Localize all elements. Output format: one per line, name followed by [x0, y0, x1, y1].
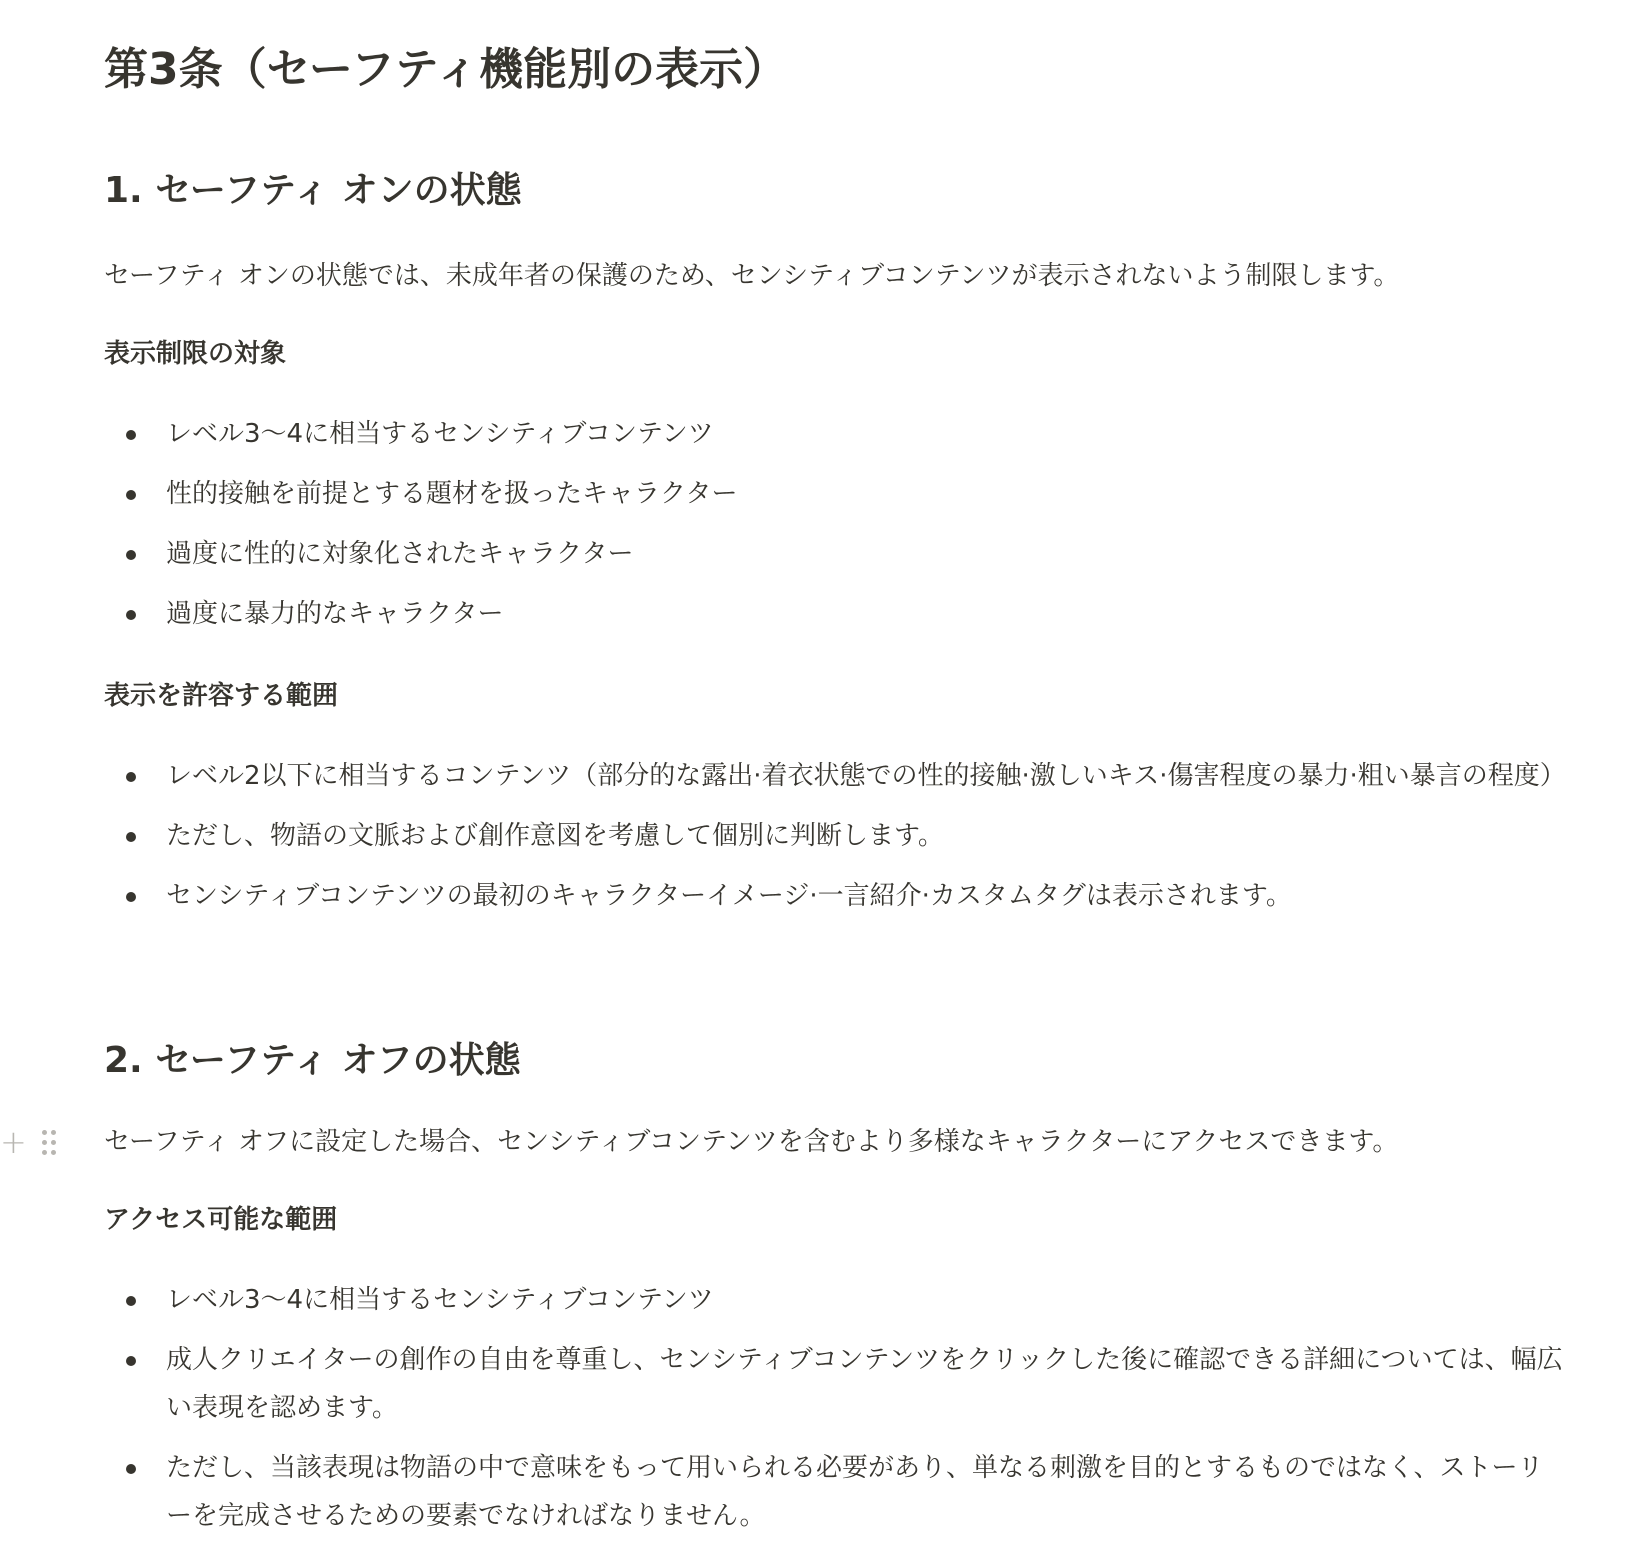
allowed-heading: 表示を許容する範囲 — [104, 681, 339, 711]
list-item: ただし、当該表現は物語の中で意味をもって用いられる必要があり、単なる刺激を目的とするものではなく、ストーリーを完成させるための要素でなければなりません。 — [104, 1444, 1566, 1540]
accessible-list — [104, 1276, 1604, 1552]
bullet-icon — [126, 1464, 136, 1474]
section2-intro: セーフティ オフに設定した場合、センシティブコンテンツを含むより多様なキャラクターにアクセスできます。 — [104, 1127, 1399, 1157]
list-item: 成人クリエイターの創作の自由を尊重し、センシティブコンテンツをクリックした後に確認できる詳細については、幅広い表現を認めます。 — [104, 1336, 1566, 1432]
bullet-icon — [126, 550, 136, 560]
section1-heading: 1. セーフティ オンの状態 — [104, 170, 522, 211]
bullet-icon — [126, 490, 136, 500]
section1-intro: セーフティ オンの状態では、未成年者の保護のため、センシティブコンテンツが表示されないよう制限します。 — [104, 261, 1400, 291]
list-item: レベル3～4に相当するセンシティブコンテンツ — [104, 1276, 1566, 1324]
bullet-icon — [126, 892, 136, 902]
list-item: センシティブコンテンツの最初のキャラクターイメージ·一言紹介·カスタムタグは表示されます。 — [104, 872, 1566, 920]
restricted-list — [104, 410, 1604, 650]
list-item: ただし、物語の文脈および創作意図を考慮して個別に判断します。 — [104, 812, 1566, 860]
accessible-heading: アクセス可能な範囲 — [104, 1205, 338, 1235]
restricted-heading: 表示制限の対象 — [104, 339, 287, 369]
article-title: 第3条（セーフティ機能別の表示） — [104, 44, 788, 95]
list-item: 過度に暴力的なキャラクター — [104, 590, 1566, 638]
block-handle — [0, 1122, 70, 1162]
bullet-icon — [126, 430, 136, 440]
drag-handle-icon[interactable] — [42, 1130, 56, 1158]
allowed-list — [104, 752, 1604, 932]
section2-heading: 2. セーフティ オフの状態 — [104, 1040, 521, 1081]
list-item: レベル2以下に相当するコンテンツ（部分的な露出·着衣状態での性的接触·激しいキス·傷害程度の暴力·粗い暴言の程度） — [104, 752, 1566, 800]
list-item: 性的接触を前提とする題材を扱ったキャラクター — [104, 470, 1566, 518]
bullet-icon — [126, 610, 136, 620]
bullet-icon — [126, 1356, 136, 1366]
bullet-icon — [126, 832, 136, 842]
bullet-icon — [126, 1296, 136, 1306]
bullet-icon — [126, 772, 136, 782]
plus-icon[interactable]: + — [0, 1123, 27, 1161]
list-item: レベル3～4に相当するセンシティブコンテンツ — [104, 410, 1566, 458]
list-item: 過度に性的に対象化されたキャラクター — [104, 530, 1566, 578]
